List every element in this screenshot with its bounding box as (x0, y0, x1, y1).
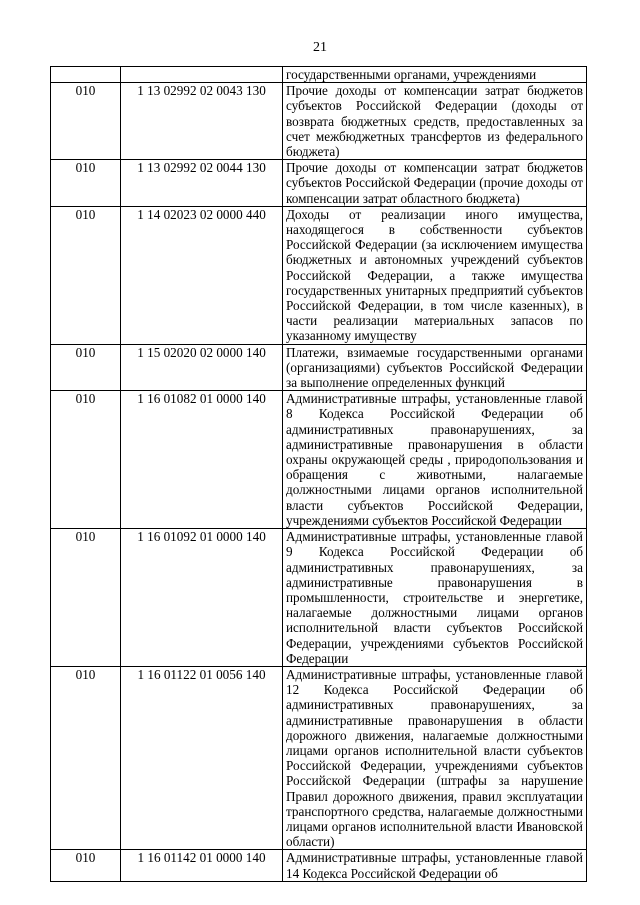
revenue-name-cell: Доходы от реализации иного имущества, находящегося в собственности субъектов Российской Федерации (за исключением имущества бюджетных и автономных учреждений субъектов Российской Федерации, а также имущества государственных унитарных предприятий субъектов Российской Федерации, в том числе казенных), в части реализации материальных запасов по указанному имуществу (283, 206, 587, 344)
admin-code-cell: 010 (51, 160, 121, 207)
table-row (51, 344, 587, 391)
revenue-name-cell: Административные штрафы, установленные главой 9 Кодекса Российской Федерации об административных правонарушениях, за административные правонарушения в промышленности, строительстве и энергетике, налагаемые должностными лицами органов исполнительной власти субъектов Российской Федерации, учреждениями субъектов Российской Федерации (283, 529, 587, 667)
revenue-name-cell: Прочие доходы от компенсации затрат бюджетов субъектов Российской Федерации (прочие доходы от компенсации затрат областного бюджета) (283, 160, 587, 207)
revenue-name-cell: Платежи, взимаемые государственными органами (организациями) субъектов Российской Федерации за выполнение определенных функций (283, 344, 587, 391)
table-row (51, 160, 587, 207)
revenue-name-cell: Административные штрафы, установленные главой 12 Кодекса Российской Федерации об административных правонарушениях, за административные правонарушения в области дорожного движения, налагаемые должностными лицами органов исполнительной власти субъектов Российской Федерации, учреждениями субъектов Российской Федерации (штрафы за нарушение Правил дорожного движения, правил эксплуатации транспортного средства, налагаемые должностными лицами органов исполнительной власти Ивановской области) (283, 666, 587, 849)
admin-code-cell: 010 (51, 391, 121, 529)
kbk-code-cell: 1 16 01122 01 0056 140 (121, 666, 283, 849)
table-row (51, 529, 587, 667)
kbk-code-cell: 1 16 01142 01 0000 140 (121, 850, 283, 881)
admin-code-cell: 010 (51, 666, 121, 849)
kbk-code-cell: 1 16 01082 01 0000 140 (121, 391, 283, 529)
table-row (51, 83, 587, 160)
kbk-code-cell: 1 13 02992 02 0043 130 (121, 83, 283, 160)
revenue-classification-table (50, 66, 587, 882)
revenue-name-cell: Административные штрафы, установленные главой 14 Кодекса Российской Федерации об (283, 850, 587, 881)
revenue-name-cell: Административные штрафы, установленные главой 8 Кодекса Российской Федерации об административных правонарушениях, за административные правонарушения в области охраны окружающей среды , природопользования и обращения с животными, налагаемые должностными лицами органов исполнительной власти субъектов Российской Федерации, учреждениями субъектов Российской Федерации (283, 391, 587, 529)
kbk-code-cell: 1 14 02023 02 0000 440 (121, 206, 283, 344)
admin-code-cell (51, 67, 121, 83)
admin-code-cell: 010 (51, 529, 121, 667)
revenue-name-cell: Прочие доходы от компенсации затрат бюджетов субъектов Российской Федерации (доходы от возврата бюджетных средств, предоставленных за счет межбюджетных трансфертов из федерального бюджета) (283, 83, 587, 160)
admin-code-cell: 010 (51, 206, 121, 344)
revenue-name-cell: государственными органами, учреждениями (283, 67, 587, 83)
table-row (51, 391, 587, 529)
admin-code-cell: 010 (51, 83, 121, 160)
table-row (51, 666, 587, 849)
table-row (51, 206, 587, 344)
table-row (51, 67, 587, 83)
kbk-code-cell: 1 16 01092 01 0000 140 (121, 529, 283, 667)
page-number: 21 (313, 40, 327, 55)
admin-code-cell: 010 (51, 344, 121, 391)
kbk-code-cell: 1 15 02020 02 0000 140 (121, 344, 283, 391)
table-row (51, 850, 587, 881)
kbk-code-cell (121, 67, 283, 83)
kbk-code-cell: 1 13 02992 02 0044 130 (121, 160, 283, 207)
admin-code-cell: 010 (51, 850, 121, 881)
